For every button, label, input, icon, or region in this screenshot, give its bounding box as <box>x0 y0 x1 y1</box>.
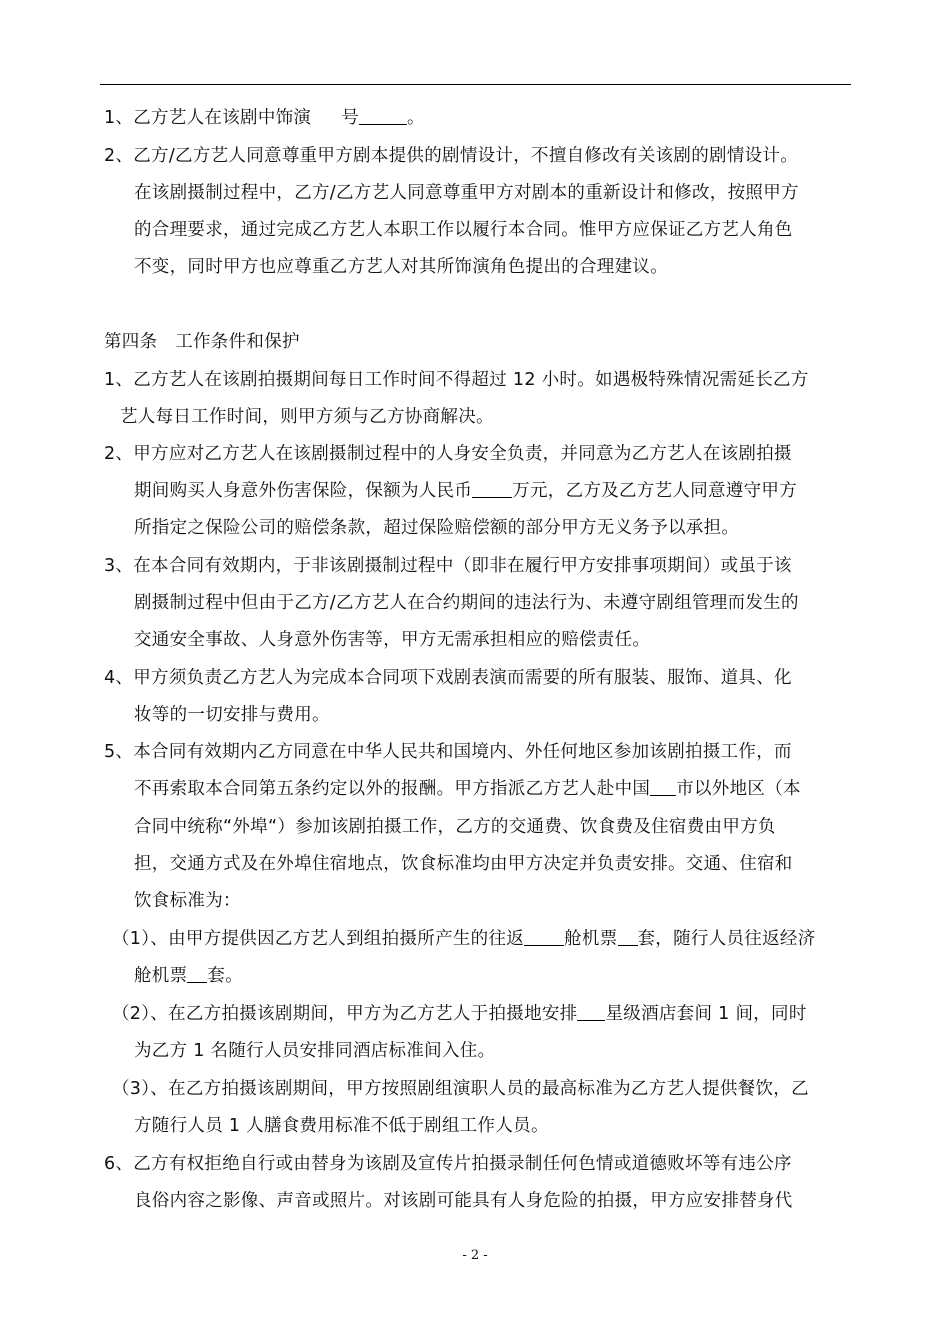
clause-4-5: 5、本合同有效期内乙方同意在中华人民共和国境内、外任何地区参加该剧拍摄工作，而 <box>104 742 792 762</box>
fill-blank <box>618 927 638 946</box>
clause-text-line <box>134 479 797 503</box>
clause-3-1 <box>104 106 425 130</box>
clause-text: 不再索取本合同第五条约定以外的报酬。甲方指派乙方艺人赴中国 <box>134 779 651 799</box>
clause-text-line: 饮食标准为： <box>134 891 241 911</box>
clause-text-line: 良俗内容之影像、声音或照片。对该剧可能具有人身危险的拍摄，甲方应安排替身代 <box>134 1191 793 1211</box>
clause-4-4: 4、甲方须负责乙方艺人为完成本合同项下戏剧表演而需要的所有服装、服饰、道具、化 <box>104 668 792 688</box>
clause-text: 。 <box>407 108 425 128</box>
clause-text: 舱机票 <box>134 966 188 986</box>
clause-4-2: 2、甲方应对乙方艺人在该剧摄制过程中的人身安全负责，并同意为乙方艺人在该剧拍摄 <box>104 444 792 464</box>
clause-text-line: 方随行人员 1 人膳食费用标准不低于剧组工作人员。 <box>134 1116 549 1136</box>
clause-text-line: 不变，同时甲方也应尊重乙方艺人对其所饰演角色提出的合理建议。 <box>134 257 668 277</box>
clause-text-line <box>134 964 243 988</box>
clause-text: （1）、由甲方提供因乙方艺人到组拍摄所产生的往返 <box>112 929 525 949</box>
sub-clause-1 <box>112 927 816 951</box>
clause-text: 号 <box>341 108 360 128</box>
clause-text: 市以外地区（本 <box>676 779 801 799</box>
clause-text: （2）、在乙方拍摄该剧期间，甲方为乙方艺人于拍摄地安排 <box>112 1004 578 1024</box>
clause-text: 舱机票 <box>564 929 618 949</box>
clause-text: 星级酒店套间 1 间，同时 <box>605 1004 807 1024</box>
sub-clause-2 <box>112 1002 807 1026</box>
article-4-title: 第四条 工作条件和保护 <box>104 332 300 352</box>
clause-text-line: 剧摄制过程中但由于乙方/乙方艺人在合约期间的违法行为、未遵守剧组管理而发生的 <box>134 593 799 613</box>
clause-text: 期间购买人身意外伤害保险，保额为人民币 <box>134 481 473 501</box>
fill-blank <box>359 106 407 125</box>
clause-text-line: 妆等的一切安排与费用。 <box>134 705 330 725</box>
clause-text-line: 在该剧摄制过程中，乙方/乙方艺人同意尊重甲方对剧本的重新设计和修改，按照甲方 <box>134 183 799 203</box>
sub-clause-3: （3）、在乙方拍摄该剧期间，甲方按照剧组演职人员的最高标准为乙方艺人提供餐饮，乙 <box>112 1079 809 1099</box>
fill-blank <box>650 777 676 796</box>
clause-text-line: 交通安全事故、人身意外伤害等，甲方无需承担相应的赔偿责任。 <box>134 630 651 650</box>
clause-text-line: 艺人每日工作时间，则甲方须与乙方协商解决。 <box>120 407 494 427</box>
clause-text-line <box>134 777 801 801</box>
fill-blank <box>472 479 512 498</box>
clause-text-line: 担，交通方式及在外埠住宿地点，饮食标准均由甲方决定并负责安排。交通、住宿和 <box>134 854 793 874</box>
clause-4-1: 1、乙方艺人在该剧拍摄期间每日工作时间不得超过 12 小时。如遇极特殊情况需延长乙方 <box>104 370 809 390</box>
clause-text: 万元，乙方及乙方艺人同意遵守甲方 <box>512 481 798 501</box>
clause-text-line: 为乙方 1 名随行人员安排同酒店标准间入住。 <box>134 1041 496 1061</box>
clause-text-line: 合同中统称“外埠“）参加该剧拍摄工作，乙方的交通费、饮食费及住宿费由甲方负 <box>134 817 776 837</box>
fill-blank <box>577 1002 605 1021</box>
clause-3-2: 2、乙方/乙方艺人同意尊重甲方剧本提供的剧情设计，不擅自修改有关该剧的剧情设计。 <box>104 146 799 166</box>
clause-text: 套，随行人员往返经济 <box>637 929 816 949</box>
clause-text: 套。 <box>207 966 244 986</box>
fill-blank <box>187 964 207 983</box>
header-rule <box>100 84 851 85</box>
clause-4-6: 6、乙方有权拒绝自行或由替身为该剧及宣传片拍摄录制任何色情或道德败坏等有违公序 <box>104 1154 792 1174</box>
clause-4-3: 3、在本合同有效期内，于非该剧摄制过程中（即非在履行甲方安排事项期间）或虽于该 <box>104 556 792 576</box>
fill-blank <box>524 927 564 946</box>
clause-text-line: 的合理要求，通过完成乙方艺人本职工作以履行本合同。惟甲方应保证乙方艺人角色 <box>134 220 793 240</box>
page-number: - 2 - <box>462 1248 488 1263</box>
clause-text-line: 所指定之保险公司的赔偿条款，超过保险赔偿额的部分甲方无义务予以承担。 <box>134 518 740 538</box>
clause-text: 1、乙方艺人在该剧中饰演 <box>104 108 312 128</box>
